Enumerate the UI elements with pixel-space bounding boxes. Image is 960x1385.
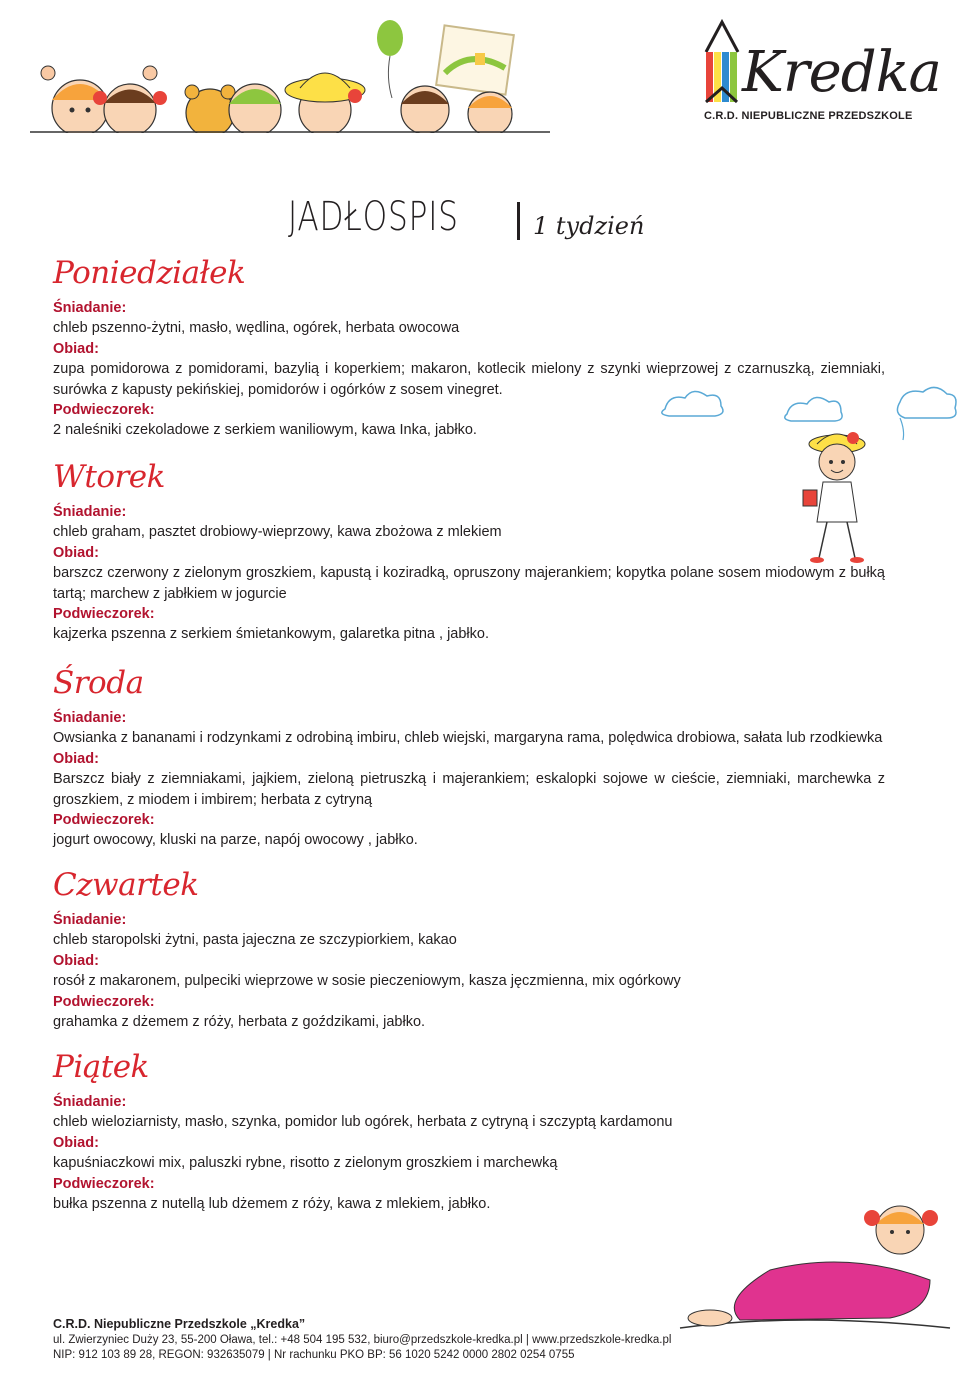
logo-subtitle: C.R.D. NIEPUBLICZNE PRZEDSZKOLE — [704, 110, 913, 122]
day-thursday — [53, 866, 885, 1032]
footer-registration: NIP: 912 103 89 28, REGON: 932635079 | Nr rachunku PKO BP: 56 1020 5242 0000 2802 0254 0755 — [53, 1349, 575, 1361]
day-name: Piątek — [53, 1049, 149, 1085]
day-name: Środa — [53, 665, 144, 701]
lunch-text: Barszcz biały z ziemniakami, jajkiem, zieloną pietruszką i majerankiem; eskalopki sojowe w cieście, ziemniaki, marchewka z groszkiem, z miodem i imbirem; herbata z cytryną — [53, 771, 885, 808]
lunch-label: Obiad: — [53, 750, 99, 767]
lunch-text: kapuśniaczkowi mix, paluszki rybne, risotto z zielonym groszkiem i marchewką — [53, 1155, 558, 1172]
breakfast-text: chleb staropolski żytni, pasta jajeczna ze szczypiorkiem, kakao — [53, 932, 457, 949]
day-tuesday — [53, 458, 885, 645]
lunch-text: zupa pomidorowa z pomidorami, bazylią i koperkiem; makaron, kotlecik mielony z szynki wieprzowej z czarnuszką, ziemniaki, surówka z kapusty pekińskiej, pomidorów i ogórków z sosem vinegret. — [53, 361, 885, 398]
footer-address: ul. Zwierzyniec Duży 23, 55-200 Oława, tel.: +48 504 195 532, biuro@przedszkole-kredka.pl | www.przedszkole-kredka.pl — [53, 1334, 672, 1346]
lunch-text: rosół z makaronem, pulpeciki wieprzowe w sosie pieczeniowym, kasza jęczmienna, mix ogórkowy — [53, 973, 681, 990]
children-illustration — [30, 18, 550, 133]
snack-text: grahamka z dżemem z róży, herbata z goździkami, jabłko. — [53, 1014, 426, 1031]
day-name: Wtorek — [53, 459, 165, 495]
snack-label: Podwieczorek: — [53, 402, 155, 419]
snack-text: 2 naleśniki czekoladowe z serkiem waniliowym, kawa Inka, jabłko. — [53, 422, 477, 439]
lunch-text: barszcz czerwony z zielonym groszkiem, kapustą i koziradką, opruszony majerankiem; kopytka polane sosem miodowym z bułką tartą; marchew z jabłkiem w jogurcie — [53, 565, 885, 602]
footer-org-name: C.R.D. Niepubliczne Przedszkole „Kredka” — [53, 1317, 306, 1331]
breakfast-text: chleb graham, pasztet drobiowy-wieprzowy, kawa zbożowa z mlekiem — [53, 524, 502, 541]
lunch-label: Obiad: — [53, 544, 99, 561]
breakfast-label: Śniadanie: — [53, 710, 127, 726]
logo-wordmark: Kredka — [742, 40, 941, 105]
title-divider — [517, 202, 520, 240]
snack-text: kajzerka pszenna z serkiem śmietankowym, galaretka pitna , jabłko. — [53, 626, 489, 643]
snack-label: Podwieczorek: — [53, 606, 155, 623]
breakfast-label: Śniadanie: — [53, 1094, 127, 1110]
day-wednesday — [53, 664, 885, 851]
snack-text: jogurt owocowy, kluski na parze, napój owocowy , jabłko. — [53, 832, 418, 849]
lunch-label: Obiad: — [53, 340, 99, 357]
day-name: Poniedziałek — [53, 255, 246, 291]
day-friday — [53, 1048, 885, 1214]
breakfast-label: Śniadanie: — [53, 912, 127, 928]
breakfast-label: Śniadanie: — [53, 504, 127, 520]
lunch-label: Obiad: — [53, 952, 99, 969]
snack-label: Podwieczorek: — [53, 812, 155, 829]
breakfast-text: Owsianka z bananami i rodzynkami z odrobiną imbiru, chleb wiejski, margaryna rama, polędwica drobiowa, sałata lub rzodkiewka — [53, 730, 883, 747]
breakfast-text: chleb wieloziarnisty, masło, szynka, pomidor lub ogórek, herbata z cytryną i szczyptą kardamonu — [53, 1114, 673, 1131]
day-name: Czwartek — [53, 867, 199, 903]
footer — [53, 1316, 913, 1363]
snack-label: Podwieczorek: — [53, 1175, 155, 1192]
week-label: 1 tydzień — [533, 212, 645, 240]
breakfast-text: chleb pszenno-żytni, masło, wędlina, ogórek, herbata owocowa — [53, 320, 460, 337]
lunch-label: Obiad: — [53, 1134, 99, 1151]
snack-text: bułka pszenna z nutellą lub dżemem z róży, kawa z mlekiem, jabłko. — [53, 1196, 491, 1213]
snack-label: Podwieczorek: — [53, 993, 155, 1010]
day-monday — [53, 254, 885, 441]
breakfast-label: Śniadanie: — [53, 300, 127, 316]
page-title: JADŁOSPIS — [288, 194, 459, 240]
